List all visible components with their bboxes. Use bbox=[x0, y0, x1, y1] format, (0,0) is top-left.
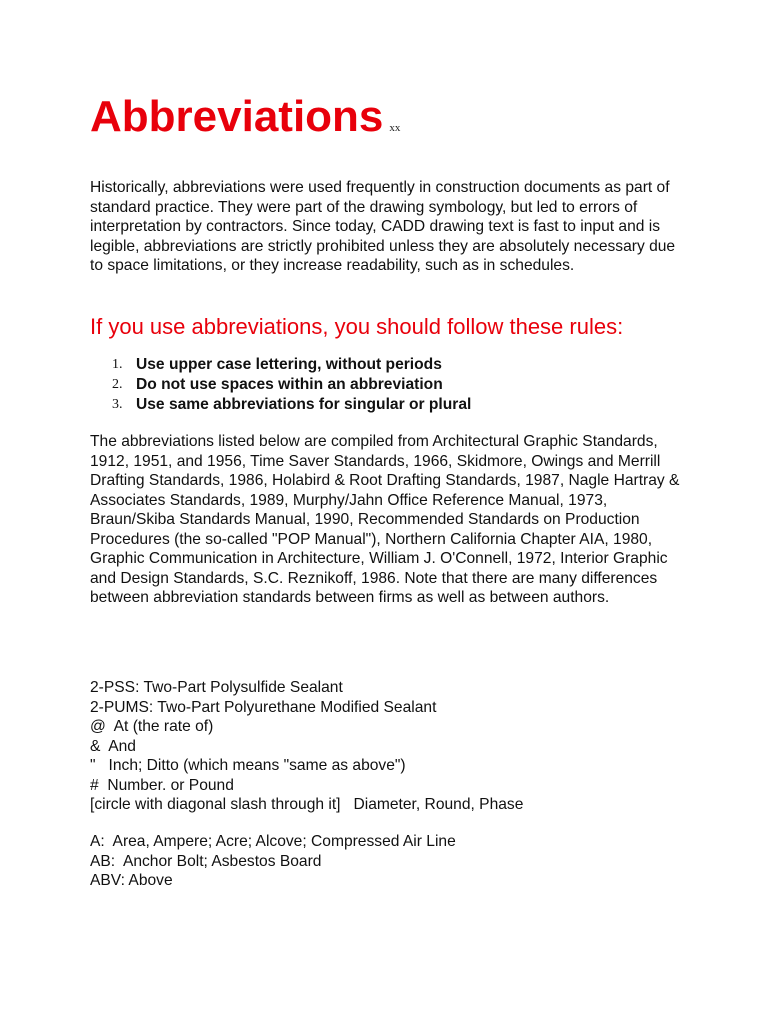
list-item: [circle with diagonal slash through it] Diameter, Round, Phase bbox=[90, 796, 524, 813]
rule-item bbox=[112, 375, 471, 395]
list-item: ABV: Above bbox=[90, 872, 173, 889]
symbol-abbreviations-list bbox=[90, 678, 523, 815]
rules-heading: If you use abbreviations, you should follow these rules: bbox=[90, 314, 624, 339]
list-item: AB: Anchor Bolt; Asbestos Board bbox=[90, 852, 322, 870]
rule-number: 1. bbox=[112, 357, 123, 372]
rule-text: Do not use spaces within an abbreviation bbox=[136, 375, 443, 393]
title-row bbox=[90, 92, 400, 142]
rule-item bbox=[112, 355, 471, 375]
a-abbreviations-list bbox=[90, 832, 456, 891]
intro-paragraph: Historically, abbreviations were used frequently in construction documents as part of standard practice. They were part of the drawing symbology, but led to errors of interpretation by contractors. Since today, CADD drawing text is fast to input and is legible, abbreviations are strictly prohibited unless they are absolutely necessary due to space limitations, or they increase readability, such as in schedules. bbox=[90, 179, 676, 274]
rules-list bbox=[112, 355, 471, 414]
rule-text: Use same abbreviations for singular or plural bbox=[136, 395, 472, 413]
list-item: 2-PUMS: Two-Part Polyurethane Modified Sealant bbox=[90, 698, 437, 716]
rule-number: 3. bbox=[112, 396, 123, 412]
rule-text: Use upper case lettering, without periods bbox=[136, 356, 442, 373]
list-item: # Number. or Pound bbox=[90, 776, 234, 794]
rule-number: 2. bbox=[112, 376, 123, 392]
list-item: " Inch; Ditto (which means "same as above") bbox=[90, 757, 406, 774]
title-superscript: xx bbox=[389, 122, 401, 134]
sources-paragraph: The abbreviations listed below are compiled from Architectural Graphic Standards, 1912, 1951, and 1956, Time Saver Standards, 1966, Skidmore, Owings and Merrill Drafting Standards, 1986, Holabird & Root Drafting Standards, 1987, Nagle Hartray & Associates Standards, 1989, Murphy/Jahn Office Reference Manual, 1973, Braun/Skiba Standards Manual, 1990, Recommended Standards on Production Procedures (the so-called "POP Manual"), Northern California Chapter AIA, 1980, Graphic Communication in Architecture, William J. O'Connell, 1972, Interior Graphic and Design Standards, S.C. Reznikoff, 1986. Note that there are many differences between abbreviation standards between firms as well as between authors. bbox=[90, 433, 680, 606]
list-item: A: Area, Ampere; Acre; Alcove; Compressed Air Line bbox=[90, 833, 456, 850]
page-title: Abbreviations bbox=[90, 92, 384, 141]
rule-item bbox=[112, 395, 471, 415]
list-item: @ At (the rate of) bbox=[90, 718, 214, 735]
list-item: & And bbox=[90, 737, 136, 755]
list-item: 2-PSS: Two-Part Polysulfide Sealant bbox=[90, 679, 343, 696]
